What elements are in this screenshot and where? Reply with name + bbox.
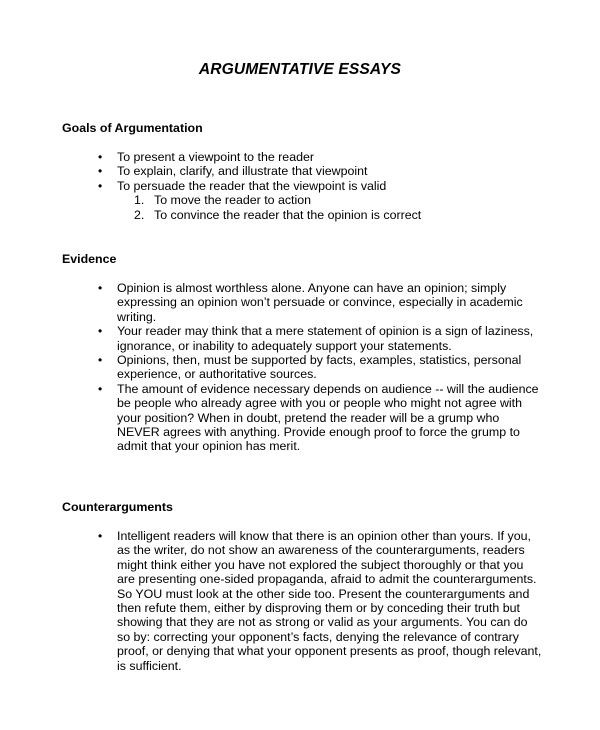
list-item [0,164,547,178]
text-line: your position? When in doubt, pretend the reader will be a grump who [117,410,500,425]
evidence-bullet-list [0,281,547,454]
text-line: as the writer, do not show an awareness of the counterarguments, readers [117,543,525,558]
text-line: Opinion is almost worthless alone. Anyone can have an opinion; simply [117,281,507,295]
text-line: be people who already agree with you or people who might not agree with [117,396,523,411]
bullet-icon: • [98,164,103,179]
text-line: The amount of evidence necessary depends on audience -- will the audience [117,381,539,396]
text-line: might think either you have not explored the subject thoroughly or that you [117,557,524,572]
bullet-icon: • [98,529,103,543]
goals-numbered-list [117,193,547,222]
evidence-heading: Evidence [62,252,117,266]
text-line: are presenting one-sided propaganda, afraid to admit the counterarguments. [117,572,537,587]
goal-text: To persuade the reader that the viewpoint is valid [117,178,387,193]
item-number: 2. [134,207,145,222]
counterarguments-bullet-list [0,529,547,673]
bullet-icon: • [98,381,103,396]
bullet-icon: • [98,150,103,164]
list-item [0,281,547,324]
numbered-text: To move the reader to action [154,193,312,208]
text-line: admit that your opinion has merit. [117,439,301,454]
bullet-icon: • [98,178,103,193]
text-line: Opinions, then, must be supported by facts, examples, statistics, personal [117,353,522,368]
goals-bullet-list [0,150,547,222]
goals-heading: Goals of Argumentation [62,121,203,135]
list-item [0,150,547,164]
text-line: writing. [117,309,157,324]
bullet-icon: • [98,324,103,339]
counterarguments-heading: Counterarguments [62,500,173,514]
text-line: proof, or denying that what your opponent presents as proof, though relevant, [117,644,542,659]
text-line: is sufficient. [117,658,182,673]
text-line: experience, or authoritative sources. [117,367,317,382]
text-line: Intelligent readers will know that there is an opinion other than yours. If you, [117,529,531,543]
numbered-item [117,193,547,207]
numbered-text: To convince the reader that the opinion is correct [154,207,422,222]
bullet-icon: • [98,353,103,368]
list-item [0,529,547,673]
numbered-item [117,208,547,222]
text-line: Your reader may think that a mere statement of opinion is a sign of laziness, [117,324,534,339]
text-line: showing that they are not as strong or valid as your arguments. You can do [117,615,528,630]
text-line: ignorance, or inability to adequately support your statements. [117,338,452,353]
goal-text: To explain, clarify, and illustrate that viewpoint [117,164,368,179]
document-title: ARGUMENTATIVE ESSAYS [198,61,402,78]
list-item [0,353,547,382]
list-item [0,382,547,454]
text-line: expressing an opinion won’t persuade or convince, especially in academic [117,295,523,310]
goal-text: To present a viewpoint to the reader [117,150,314,164]
list-item [0,324,547,353]
bullet-icon: • [98,281,103,295]
text-line: So YOU must look at the other side too. Present the counterarguments and [117,586,530,601]
text-line: so by: correcting your opponent’s facts, denying the relevance of contrary [117,629,520,644]
list-item [0,179,547,222]
text-line: NEVER agrees with anything. Provide enough proof to force the grump to [117,425,520,440]
item-number: 1. [134,193,145,208]
text-line: then refute them, either by disproving them or by conceding their truth but [117,601,520,616]
